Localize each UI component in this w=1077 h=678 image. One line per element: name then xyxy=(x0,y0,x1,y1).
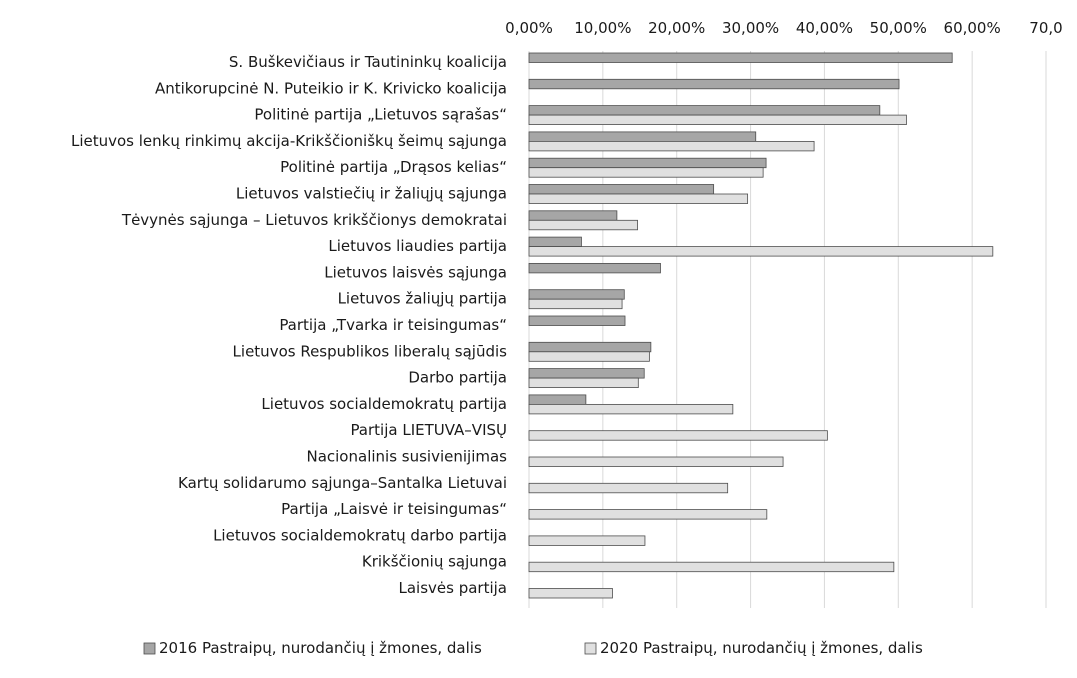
bar-2016 xyxy=(529,263,660,273)
bar-2016 xyxy=(529,53,952,63)
bar-2020 xyxy=(529,378,638,388)
bar-2020 xyxy=(529,431,827,441)
x-tick-label: 50,00% xyxy=(869,19,927,37)
bar-2020 xyxy=(529,404,733,414)
bars xyxy=(529,53,993,598)
legend-label: 2020 Pastraipų, nurodančių į žmones, dalis xyxy=(600,639,923,657)
x-tick-label: 0,00% xyxy=(505,19,553,37)
bar-2020 xyxy=(529,115,906,125)
bar-2020 xyxy=(529,457,783,467)
x-tick-label: 10,00% xyxy=(574,19,632,37)
bar-2020 xyxy=(529,536,645,546)
bar-2020 xyxy=(529,247,993,257)
category-label: Politinė partija „Drąsos kelias“ xyxy=(280,158,507,177)
bar-2020 xyxy=(529,510,767,519)
category-label: Lietuvos Respublikos liberalų sąjūdis xyxy=(232,342,507,361)
bar-2016 xyxy=(529,395,586,405)
x-tick-label: 20,00% xyxy=(648,19,706,37)
category-label: Lietuvos lenkų rinkimų akcija-Krikščioniškų šeimų sąjunga xyxy=(70,131,507,150)
bar-2016 xyxy=(529,211,617,221)
legend-swatch xyxy=(144,643,155,654)
x-tick-label: 70,0 xyxy=(1029,19,1063,37)
category-label: Lietuvos socialdemokratų partija xyxy=(261,394,507,413)
category-labels xyxy=(71,53,507,597)
bar-2016 xyxy=(529,369,644,379)
category-label: Partija „Tvarka ir teisingumas“ xyxy=(279,316,507,334)
legend-swatch xyxy=(585,643,596,654)
category-label: Darbo partija xyxy=(408,368,507,387)
category-label: S. Buškevičiaus ir Tautininkų koalicija xyxy=(228,53,507,71)
bar-2020 xyxy=(529,562,894,572)
category-label: Lietuvos liaudies partija xyxy=(328,237,507,256)
bar-2016 xyxy=(529,158,766,168)
legend xyxy=(144,639,923,657)
bar-2020 xyxy=(529,194,748,204)
bar-2020 xyxy=(529,352,649,362)
x-axis-ticks xyxy=(505,19,1063,37)
category-label: Tėvynės sąjunga – Lietuvos krikščionys demokratai xyxy=(121,210,507,229)
bar-2020 xyxy=(529,220,638,230)
bar-2020 xyxy=(529,168,763,178)
bar-2016 xyxy=(529,237,581,247)
category-label: Krikščionių sąjunga xyxy=(361,552,507,571)
bar-2016 xyxy=(529,290,624,300)
category-label: Lietuvos žaliųjų partija xyxy=(337,289,507,308)
x-tick-label: 40,00% xyxy=(795,19,854,37)
legend-label: 2016 Pastraipų, nurodančių į žmones, dalis xyxy=(159,639,482,657)
category-label: Partija LIETUVA–VISŲ xyxy=(350,421,507,440)
bar-2016 xyxy=(529,132,756,142)
bar-2020 xyxy=(529,141,814,151)
x-tick-label: 60,00% xyxy=(943,19,1001,37)
x-tick-label: 30,00% xyxy=(721,19,780,37)
category-label: Partija „Laisvė ir teisingumas“ xyxy=(281,500,507,519)
category-label: Kartų solidarumo sąjunga–Santalka Lietuvai xyxy=(178,473,507,492)
bar-2020 xyxy=(529,299,622,309)
category-label: Lietuvos valstiečių ir žaliųjų sąjunga xyxy=(235,184,507,203)
category-label: Laisvės partija xyxy=(398,579,507,597)
bar-2016 xyxy=(529,316,625,326)
bar-2016 xyxy=(529,79,899,89)
category-label: Nacionalinis susivienijimas xyxy=(306,447,507,466)
bar-2016 xyxy=(529,106,880,116)
bar-2016 xyxy=(529,185,714,195)
bar-2020 xyxy=(529,589,612,599)
category-label: Lietuvos socialdemokratų darbo partija xyxy=(213,526,507,545)
bar-2020 xyxy=(529,483,728,493)
bar-2016 xyxy=(529,342,651,352)
category-label: Antikorupcinė N. Puteikio ir K. Krivicko koalicija xyxy=(154,79,507,98)
category-label: Politinė partija „Lietuvos sąrašas“ xyxy=(254,105,507,124)
category-label: Lietuvos laisvės sąjunga xyxy=(324,263,507,282)
